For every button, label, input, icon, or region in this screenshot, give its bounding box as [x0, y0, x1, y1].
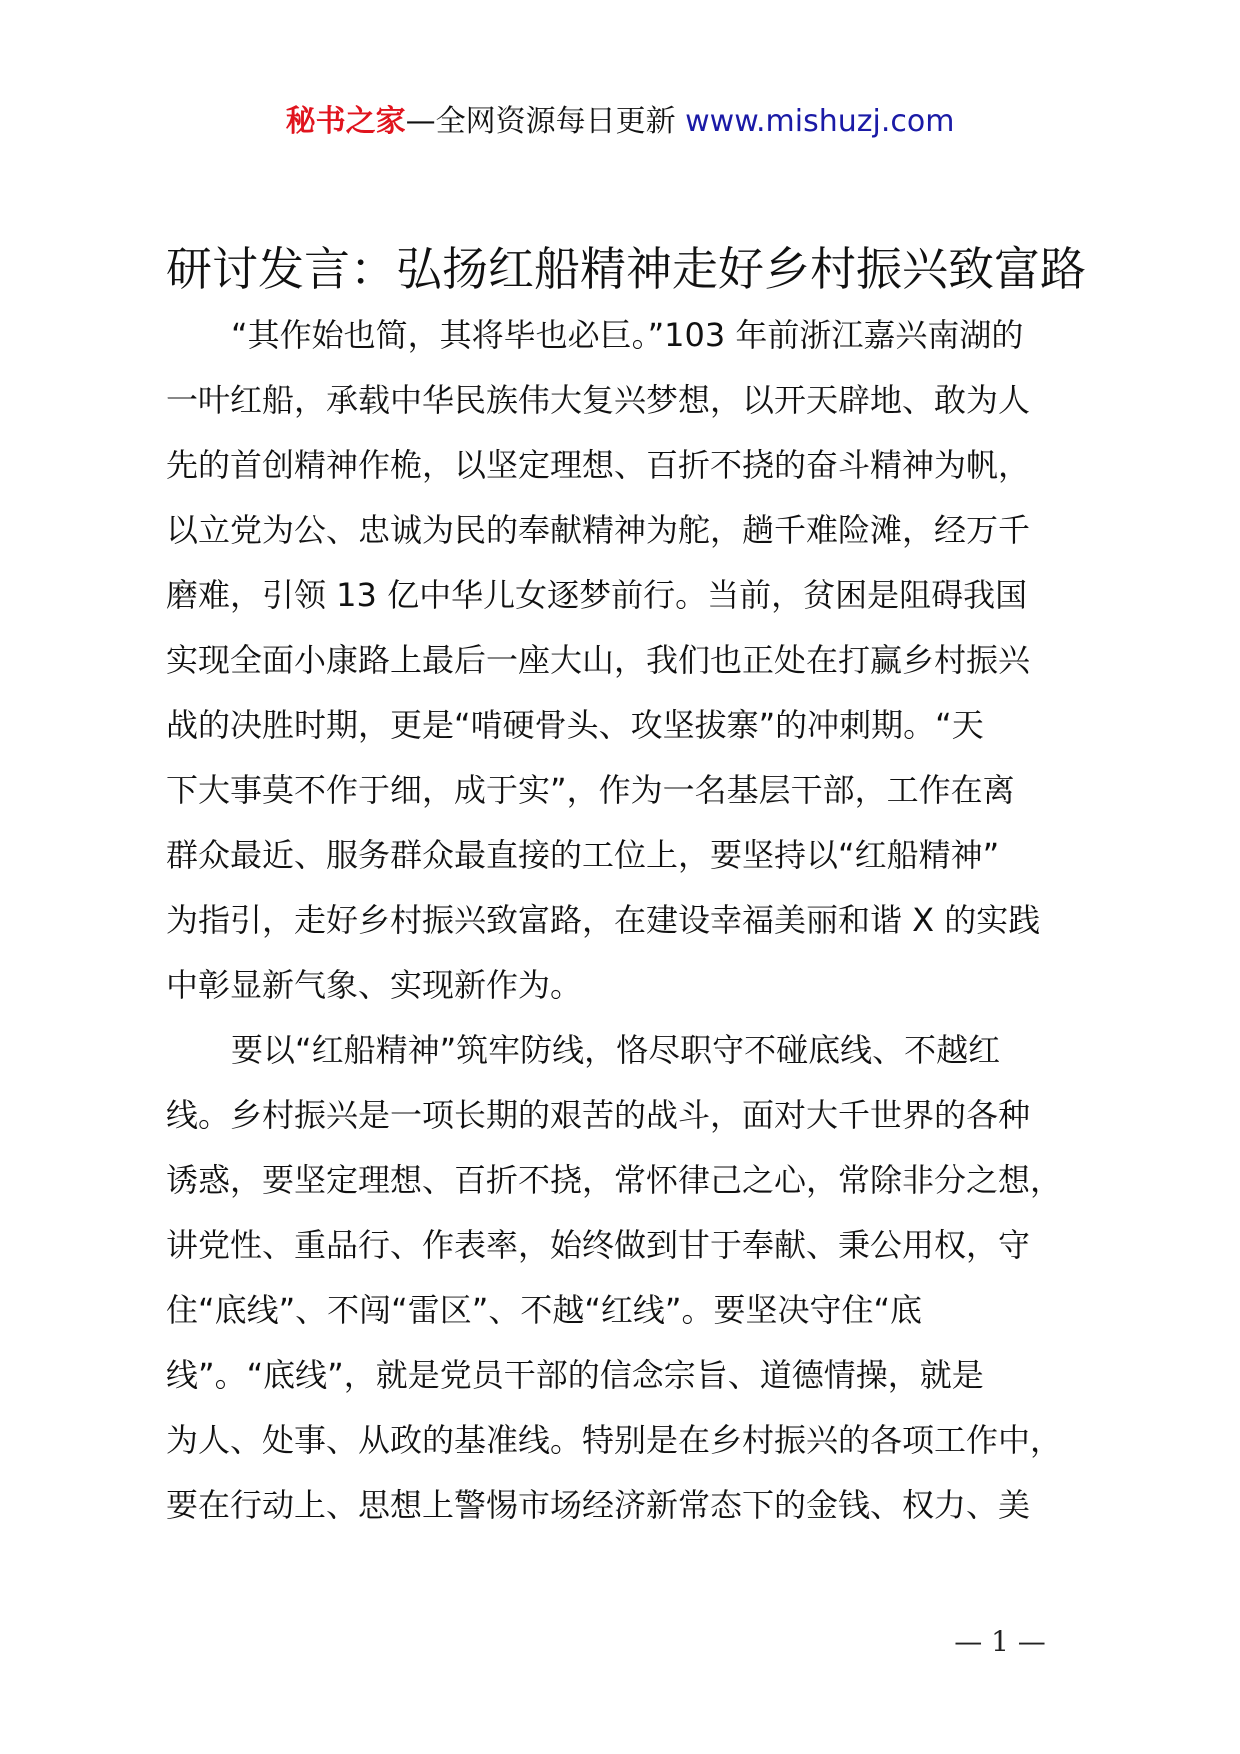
- paragraph-line: 以立党为公、忠诚为民的奉献精神为舵，趟千难险滩，经万千: [166, 511, 1031, 549]
- paragraph-line: 为指引，走好乡村振兴致富路，在建设幸福美丽和谐 X 的实践: [166, 901, 1041, 939]
- page-number: — 1 —: [954, 1625, 1046, 1658]
- paragraph-line: 先的首创精神作桅，以坚定理想、百折不挠的奋斗精神为帆，: [166, 446, 1031, 484]
- paragraph-line: “其作始也简，其将毕也必巨。”103 年前浙江嘉兴南湖的: [231, 316, 1024, 354]
- site-slogan: —全网资源每日更新: [405, 104, 686, 139]
- paragraph-line: 战的决胜时期，更是“啃硬骨头、攻坚拔寨”的冲刺期。“天: [166, 706, 984, 744]
- paragraph-line: 中彰显新气象、实现新作为。: [166, 966, 583, 1004]
- paragraph-line: 要在行动上、思想上警惕市场经济新常态下的金钱、权力、美: [166, 1486, 1031, 1524]
- paragraph-line: 实现全面小康路上最后一座大山，我们也正处在打赢乡村振兴: [166, 641, 1031, 679]
- document-title: 研讨发言：弘扬红船精神走好乡村振兴致富路: [166, 242, 1086, 296]
- paragraph-line: 一叶红船，承载中华民族伟大复兴梦想，以开天辟地、敢为人: [166, 381, 1031, 419]
- paragraph-line: 下大事莫不作于细，成于实”，作为一名基层干部，工作在离: [166, 771, 1015, 809]
- paragraph-1: [166, 303, 1116, 1018]
- paragraph-line: 线。乡村振兴是一项长期的艰苦的战斗，面对大千世界的各种: [166, 1096, 1031, 1134]
- site-url-link[interactable]: www.mishuzj.com: [685, 104, 955, 139]
- paragraph-line: 群众最近、服务群众最直接的工位上，要坚持以“红船精神”: [166, 836, 1000, 874]
- paragraph-line: 为人、处事、从政的基准线。特别是在乡村振兴的各项工作中，: [166, 1421, 1063, 1459]
- site-brand: 秘书之家: [285, 104, 406, 139]
- paragraph-line: 讲党性、重品行、作表率，始终做到甘于奉献、秉公用权，守: [166, 1226, 1031, 1264]
- paragraph-2: [166, 1018, 1116, 1538]
- paragraph-line: 诱惑，要坚定理想、百折不挠，常怀律己之心，常除非分之想，: [166, 1161, 1063, 1199]
- paragraph-line: 要以“红船精神”筑牢防线，恪尽职守不碰底线、不越红: [231, 1031, 1001, 1069]
- document-body: [166, 303, 1116, 1538]
- paragraph-line: 住“底线”、不闯“雷区”、不越“红线”。要坚决守住“底: [166, 1291, 923, 1329]
- paragraph-line: 磨难，引领 13 亿中华儿女逐梦前行。当前，贫困是阻碍我国: [166, 576, 1028, 614]
- paragraph-line: 线”。“底线”，就是党员干部的信念宗旨、道德情操，就是: [166, 1356, 984, 1394]
- site-header: [0, 100, 1240, 144]
